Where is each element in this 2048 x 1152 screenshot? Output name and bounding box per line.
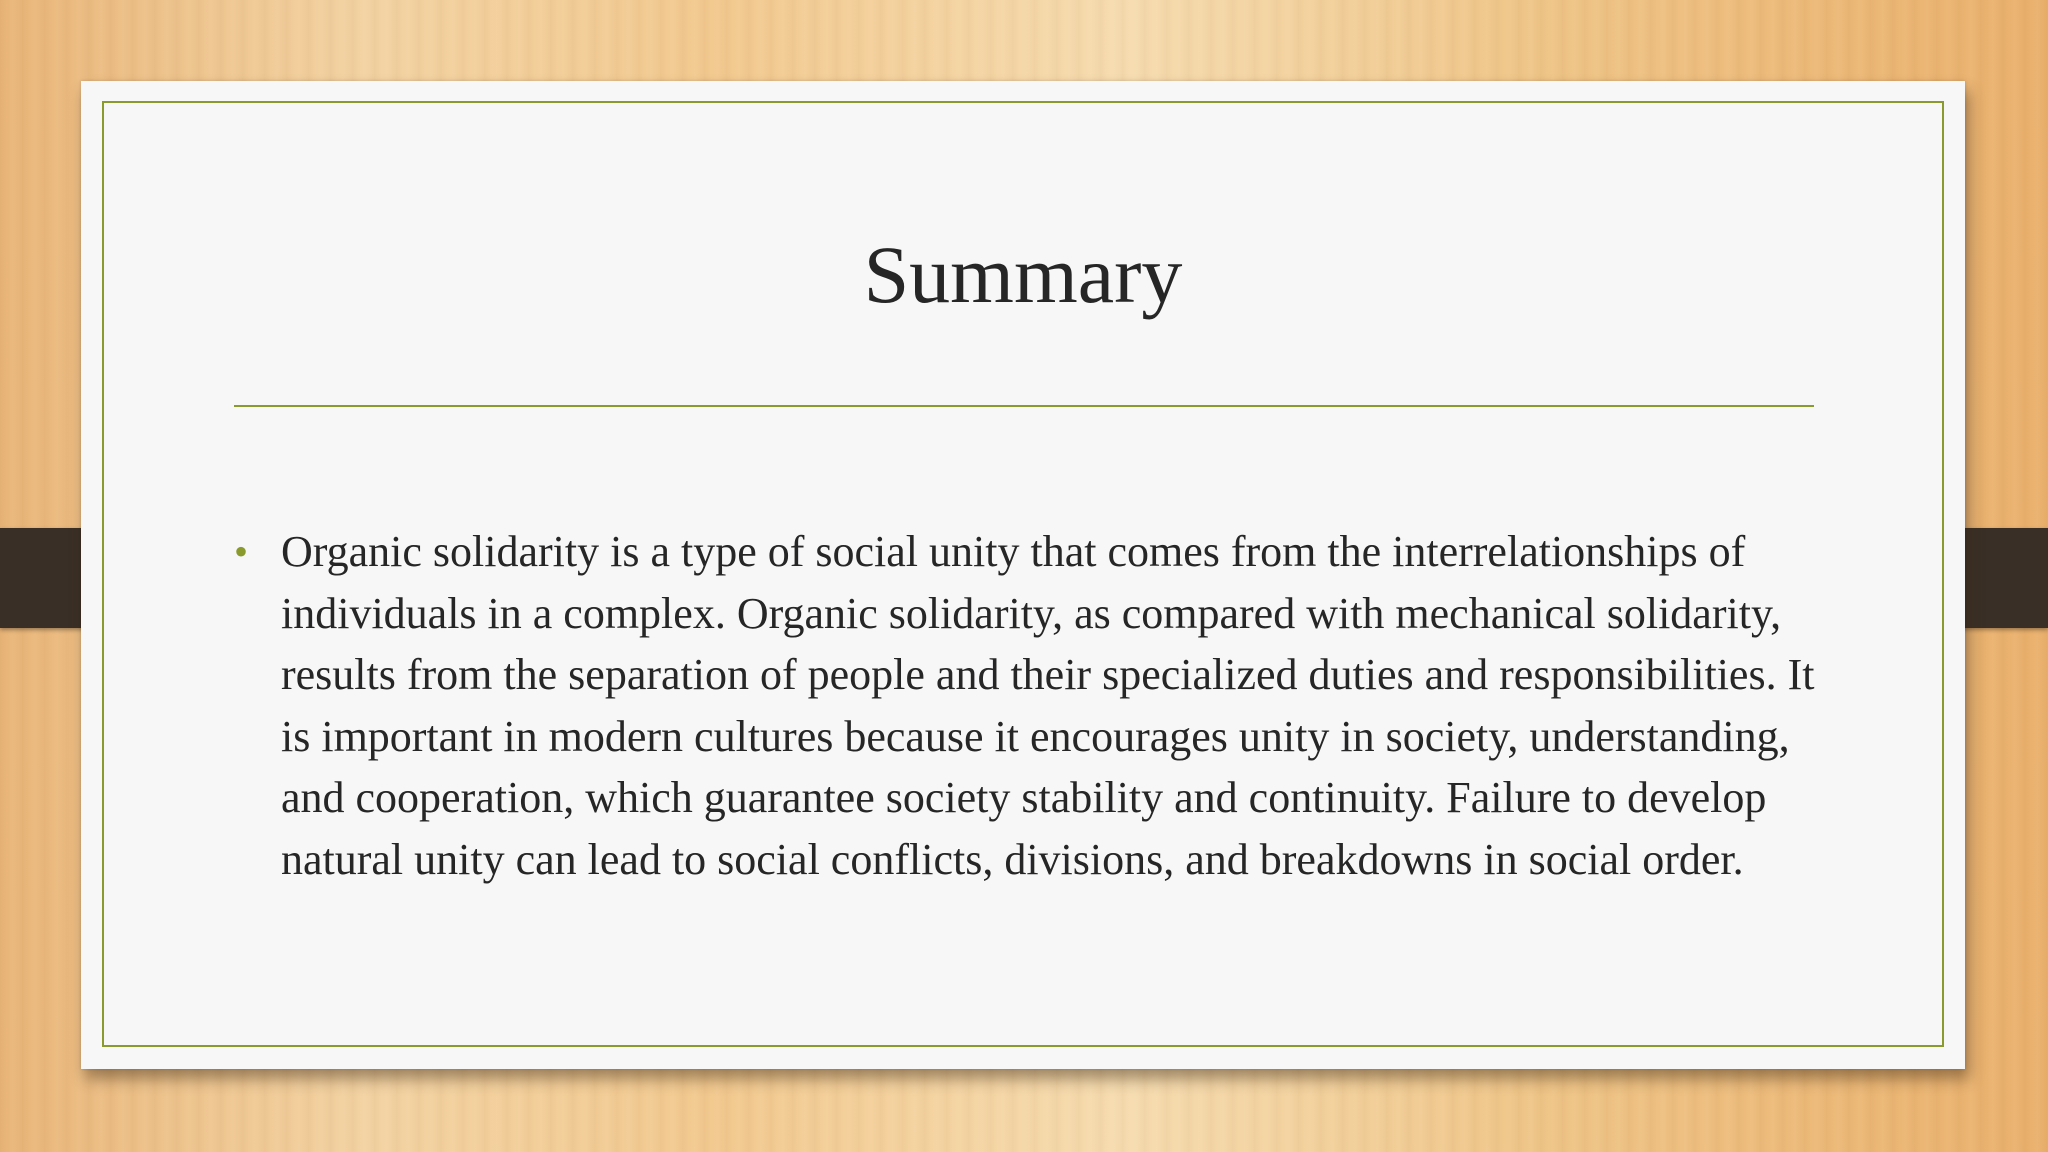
slide-title: Summary [863, 229, 1183, 320]
title-divider [234, 405, 1814, 407]
bullet-text: Organic solidarity is a type of social unity that comes from the interrelationships of individuals in a complex. Organic solidarity, as compared with mechanical solidarity, results from the separation of people and their specialized duties and responsibilities. It is important in modern cultures because it encourages unity in society, understanding, and cooperation, which guarantee society stability and continuity. Failure to develop natural unity can lead to social conflicts, divisions, and breakdowns in social order. [281, 527, 1815, 884]
bullet-marker: • [234, 529, 249, 574]
slide [81, 81, 1965, 1069]
